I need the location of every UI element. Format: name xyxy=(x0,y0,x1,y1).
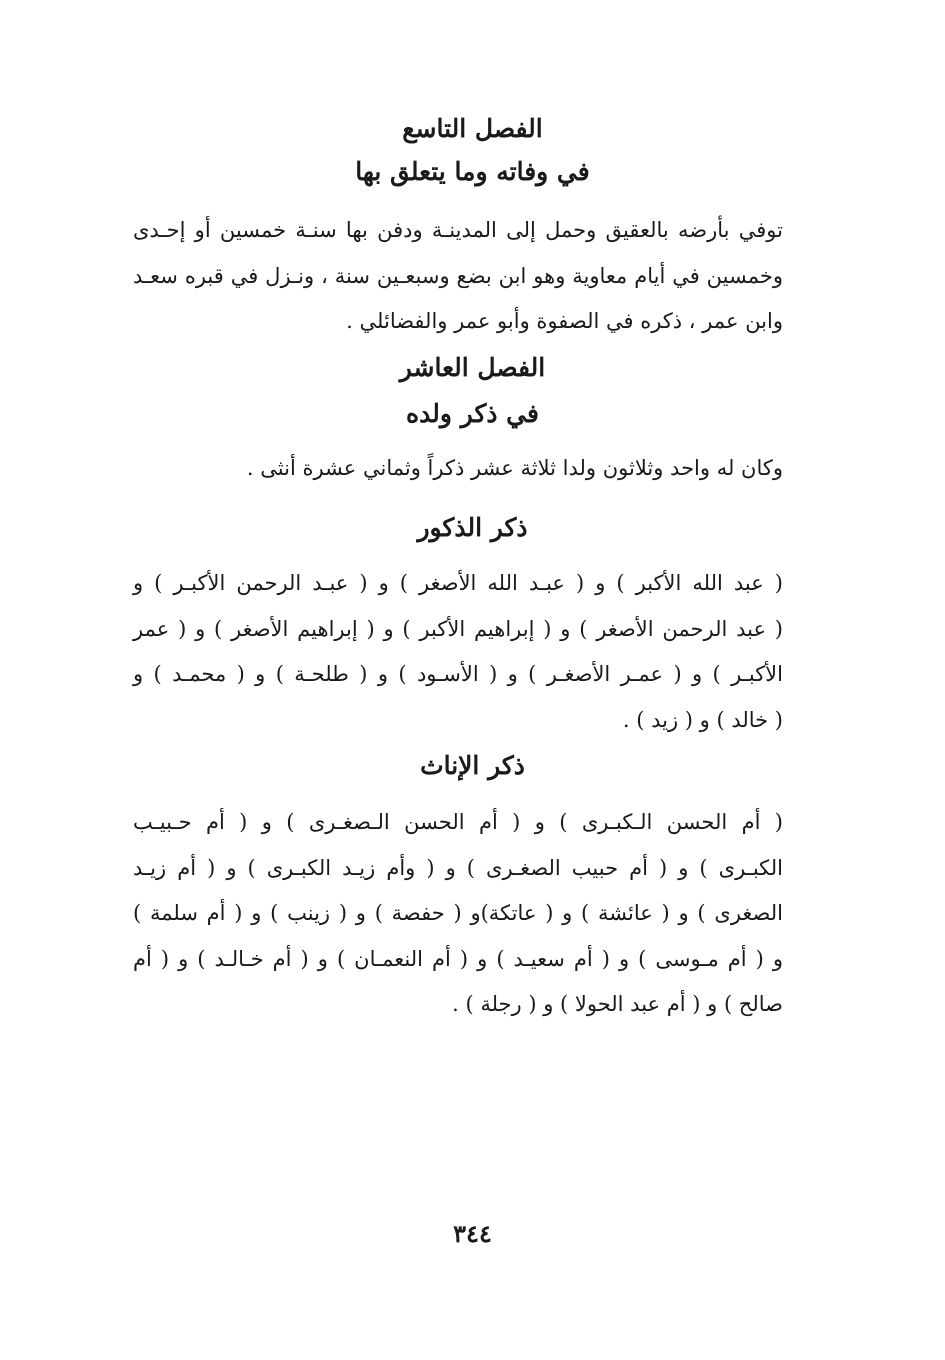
paragraph-line: وخمسين في أيام معاوية وهو ابن بضع وسبعـين سنة ، ونـزل في قبره سعـد xyxy=(133,263,783,288)
chapter-10-title: الفصل العاشر xyxy=(399,353,546,382)
chapter-9-subtitle: في وفاته وما يتعلق بها xyxy=(355,157,590,186)
page-number: ٣٤٤ xyxy=(453,1219,492,1248)
paragraph-line: ( خالد ) و ( زيد ) . xyxy=(622,707,783,732)
paragraph-line: صالح ) و ( أم عبد الحولا ) و ( رجلة ) . xyxy=(452,992,783,1016)
paragraph-line: ( عبد الله الأكبر ) و ( عبـد الله الأصغر ) و ( عبـد الرحمن الأكبـر ) و xyxy=(133,571,783,595)
chapter-9-paragraph xyxy=(133,208,783,345)
paragraph-line: ( أم الحسن الـكبـرى ) و ( أم الحسن الـصغـرى ) و ( أم حـبيـب xyxy=(133,810,783,834)
paragraph-line: وابن عمر ، ذكره في الصفوة وأبو عمر والفضائلي . xyxy=(346,309,783,333)
paragraph-line: الأكبـر ) و ( عمـر الأصغـر ) و ( الأسـود ) و ( طلحـة ) و ( محمـد ) و xyxy=(133,662,783,686)
females-section-title: ذكر الإناث xyxy=(420,751,525,780)
chapter-10-subtitle: في ذكر ولده xyxy=(406,399,539,428)
chapter-10-paragraph xyxy=(133,446,783,492)
paragraph-line: ( عبد الرحمن الأصغر ) و ( إبراهيم الأكبر ) و ( إبراهيم الأصغر ) و ( عمر xyxy=(133,616,783,641)
males-paragraph xyxy=(133,561,783,743)
paragraph-line: وكان له واحد وثلاثون ولدا ثلاثة عشر ذكراً وثماني عشرة أنثى . xyxy=(246,456,783,480)
paragraph-line: الصغرى ) و ( عائشة ) و ( عاتكة)و ( حفصة ) و ( زينب ) و ( أم سلمة ) xyxy=(133,901,783,925)
chapter-9-title: الفصل التاسع xyxy=(402,114,543,143)
males-section-title: ذكر الذكور xyxy=(417,513,528,542)
paragraph-line: و ( أم مـوسى ) و ( أم سعيـد ) و ( أم النعمـان ) و ( أم خـالـد ) و ( أم xyxy=(133,946,783,971)
paragraph-line: الكبـرى ) و ( أم حبيب الصغـرى ) و ( وأم زيـد الكبـرى ) و ( أم زيـد xyxy=(133,855,783,880)
females-paragraph xyxy=(133,800,783,1028)
paragraph-line: توفي بأرضه بالعقيق وحمل إلى المدينـة ودفن بها سنـة خمسين أو إحـدى xyxy=(133,218,783,242)
